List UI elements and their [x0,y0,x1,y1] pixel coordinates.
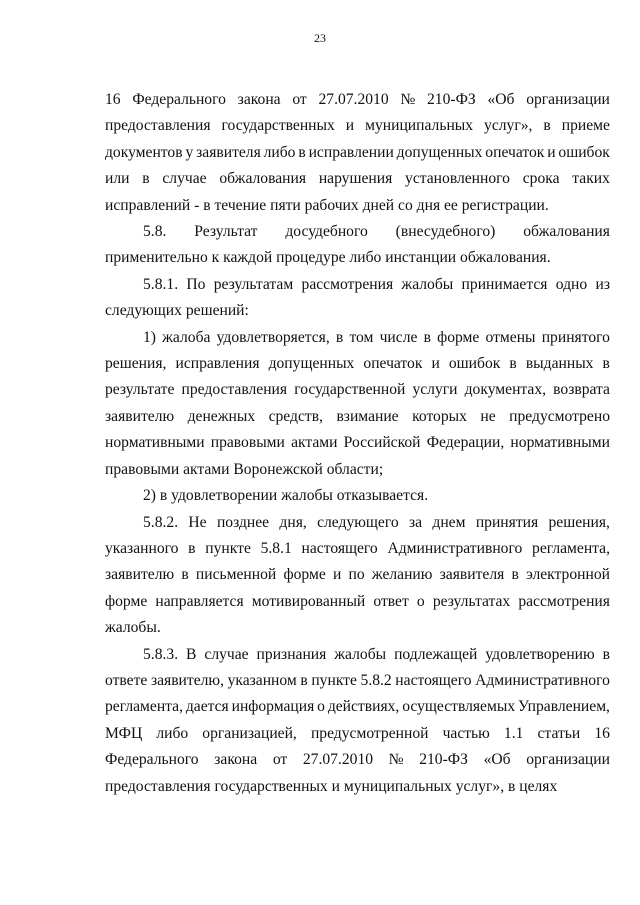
text-line: 5.8.2. Не позднее дня, следующего за днем принятия решения, [143,513,610,531]
text-line: заявителю в письменной форме и по желанию заявителя в электронной [105,566,610,584]
text-line: 2) в удовлетворении жалобы отказывается. [143,487,429,505]
document-body [105,87,610,800]
text-line: правовыми актами Воронежской области; [105,460,384,478]
text-line: регламента, дается информация о действиях, осуществляемых Управлением, [105,698,610,716]
paragraph [105,87,610,219]
page-number: 23 [314,31,326,45]
text-line: следующих решений: [105,302,249,320]
text-line: жалобы. [105,619,161,637]
text-line: решения, исправления допущенных опечаток и ошибок в выданных в [105,355,610,373]
text-line: 5.8.1. По результатам рассмотрения жалобы принимается одно из [143,275,610,293]
paragraph [105,272,610,325]
text-line: МФЦ либо организацией, предусмотренной частью 1.1 статьи 16 [105,724,610,742]
text-line: нормативными правовыми актами Российской Федерации, нормативными [105,434,610,452]
text-line: результате предоставления государственной услуги документах, возврата [105,381,610,399]
text-line: 1) жалоба удовлетворяется, в том числе в форме отмены принятого [143,328,610,346]
text-line: 5.8.3. В случае признания жалобы подлежащей удовлетворению в [143,645,610,663]
text-line: предоставления государственных и муниципальных услуг», в целях [105,777,558,795]
paragraph [105,483,610,509]
paragraph [105,510,610,642]
text-line: применительно к каждой процедуре либо инстанции обжалования. [105,249,551,267]
text-line: 5.8. Результат досудебного (внесудебного) обжалования [143,223,610,241]
text-line: 16 Федерального закона от 27.07.2010 № 210-ФЗ «Об организации [105,91,610,108]
paragraph [105,642,610,800]
text-line: ответе заявителю, указанном в пункте 5.8.2 настоящего Административного [105,671,610,689]
text-line: Федерального закона от 27.07.2010 № 210-ФЗ «Об организации [105,751,610,769]
text-line: исправлений - в течение пяти рабочих дней со дня ее регистрации. [105,196,549,214]
text-line: указанного в пункте 5.8.1 настоящего Административного регламента, [105,539,610,557]
text-line: документов у заявителя либо в исправлении допущенных опечаток и ошибок [105,143,610,161]
text-line: заявителю денежных средств, взимание которых не предусмотрено [105,407,610,425]
paragraph [105,219,610,272]
text-line: предоставления государственных и муниципальных услуг», в приеме [105,117,610,135]
text-line: или в случае обжалования нарушения установленного срока таких [105,170,610,188]
paragraph [105,325,610,483]
text-line: форме направляется мотивированный ответ о результатах рассмотрения [105,592,610,610]
